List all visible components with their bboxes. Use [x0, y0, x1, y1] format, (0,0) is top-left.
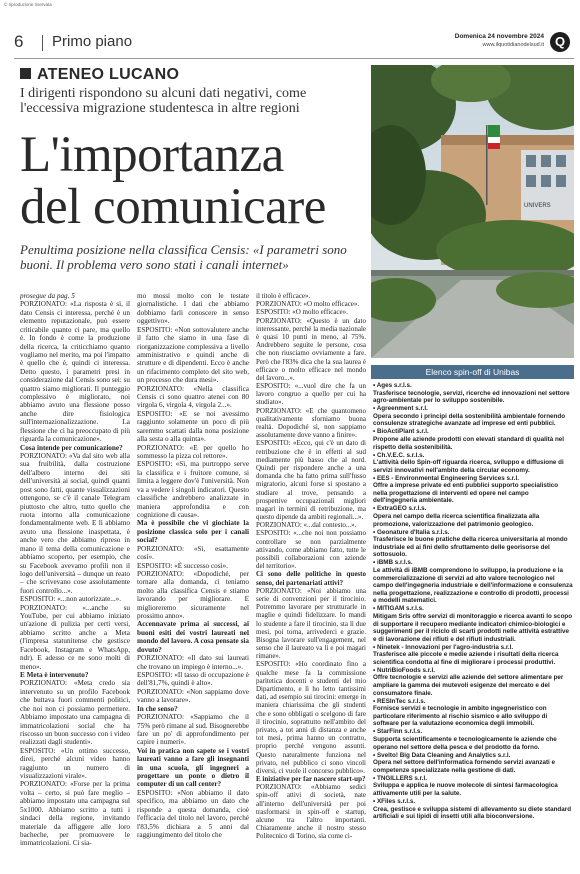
article-column-2 [137, 292, 249, 862]
header-divider [42, 35, 43, 51]
interviewer-question: In che senso? [137, 704, 178, 713]
spinoff-item [373, 529, 574, 559]
article-headline [20, 129, 326, 233]
spinoff-item [373, 698, 574, 728]
spinoff-description: Opera nel settore dell'informatica fornendo servizi avanzati e competenze specializzate nella gestione di dati. [373, 759, 556, 774]
spinoff-list-box [371, 365, 574, 865]
spinoff-list [371, 379, 574, 821]
section-name: Primo piano [52, 33, 133, 50]
spinoff-description: Offre tecnologie e servizi alle aziende del settore alimentare per ampliare la gamma dei mutevoli esigenze del mercato e del consumatore finale. [373, 674, 564, 697]
spinoff-item [373, 428, 574, 451]
spinoff-name: • NutriBioFoods s.r.l. [373, 667, 574, 675]
spinoff-name: • Svelto! Big Data Cleaning and Analytics s.r.l. [373, 752, 574, 760]
header-rule [14, 58, 574, 59]
page-number: 6 [14, 32, 24, 51]
spinoff-name: • XFiles s.r.l.s. [373, 798, 574, 806]
spinoff-name: • Ages s.r.l.s. [373, 382, 574, 390]
article-paragraph: PORZIONATO: «E che quantomeno qualitativamente sforniamo buona realtà. Dopodiché sì, non sappiamo assolutamente dove vanno a finire». [256, 406, 366, 440]
spinoff-description: Sviluppa e applica le nuove molecole di sintesi farmacologica attivamente utili per la salute. [373, 782, 558, 797]
page-header [14, 32, 574, 54]
article-standfirst: Penultima posizione nella classifica Censis: «I parametri sono buoni. Il problema vero sono stati i canali internet» [20, 242, 347, 272]
article-paragraph: ESPOSITO: «Un ottimo successo, direi, perché alcuni video hanno raggiunto un numero di visualizzazioni virale». [20, 746, 130, 781]
square-bullet-icon [20, 68, 31, 79]
spinoff-name: • Ninetek - Innovazioni per l'agro-industria s.r.l. [373, 644, 574, 652]
spinoff-name: • TNGILLERS s.r.l. [373, 775, 574, 783]
article-paragraph: PORZIONATO: «Meta credo sia intervenuto su un profilo Facebook che buttava fuori commenti politici, che noi non ci possiamo permettere. Abbiamo impostato una campagna di immatricolazioni social che ha riscosso un buon successo con i video realizzati dagli studenti». [20, 679, 130, 747]
article-paragraph: ESPOSITO: «È successo così». [137, 561, 228, 570]
spinoff-item [373, 752, 574, 775]
article-summary: I dirigenti rispondono su alcuni dati negativi, come l'eccessiva migrazione studentesca in altre regioni [20, 86, 307, 116]
spinoff-description: Offre a imprese private ed enti pubblici supporto specialistico nella progettazione di interventi ed opere nel campo dell'ingegneria ambientale. [373, 482, 559, 505]
interviewer-question: E iniziative per far nascere start-up? [256, 775, 366, 784]
spinoff-list-title: Elenco spin-off di Unibas [371, 365, 574, 379]
spinoff-name: • ExtraGEO s.r.l.s. [373, 505, 574, 513]
article-paragraph: mo mossi molto con le testate giornalistiche. I dati che abbiamo dobbiamo farli conoscere in senso oggettivo». [137, 292, 249, 326]
spinoff-name: • Agreenment s.r.l. [373, 405, 574, 413]
article-paragraph: il titolo è efficace». [256, 292, 311, 300]
spinoff-description: Opera secondo i principi della sostenibilità ambientale fornendo consulenze strategiche avanzate ad imprese ed enti pubblici. [373, 412, 566, 428]
article-paragraph: ESPOSITO: «Ecco, qui c'è un dato di retribuzione che è in effetti al sud mediamente più basso che al nord. Quindi per rispondere anche a una domanda che ha fatto prima sull'fusso migratorio, alcuni forse si spostano a studiare al trove, pensando a prospettive occupazionali migliori magari in termini di retribuzione, ma questo dipende da ambiti regionali...». [256, 439, 366, 522]
interviewer-question: Voi in pratica non sapete se i vostri laureati vanno a fare gli insegnanti in una scuola, gli ingegneri a progettare un ponte o dietro il computer di un call center? [137, 746, 249, 789]
building-illustration [371, 65, 574, 358]
article-paragraph: PORZIONATO: «Forse per la prima volta – certo, si può fare meglio – abbiamo impostato una campagna sul 5x1000. Abbiamo scritto a tutti i sindaci della regione, invitando materiale da affiggere alle loro bacheche, per promuovere le immatricolazioni. Ci sia- [20, 780, 130, 848]
spinoff-item [373, 452, 574, 475]
spinoff-description: Opera nel campo della ricerca scientifica finalizzata alla promozione, valorizzazione del patrimonio geologico. [373, 513, 540, 528]
spinoff-item [373, 405, 574, 428]
article-column-3 [256, 292, 366, 862]
spinoff-name: • StarFinn s.r.l.s. [373, 728, 574, 736]
spinoff-item [373, 728, 574, 751]
interviewer-question: E Meta è intervenuto? [20, 670, 89, 679]
spinoff-item [373, 667, 574, 697]
spinoff-item [373, 505, 574, 528]
article-paragraph: PORZIONATO: «...dal contesto...». [256, 521, 357, 530]
article-paragraph: prosegue da pag. 5 [20, 292, 75, 300]
article-paragraph: ESPOSITO: «Non abbiamo il dato specifico, ma abbiamo un dato che risponde a questa domanda, cioè l'efficacia del titolo nel lavoro, perché l'83,5% dichiara a 5 anni dal raggiungimento del titolo che [137, 788, 249, 839]
spinoff-description: Fornisce servizi e tecnologie in ambito ingegneristico con particolare riferimento al rischio sismico e allo sviluppo di software per la valutazione economica degli immobili. [373, 705, 548, 728]
article-paragraph: PORZIONATO: «La risposta è sì, il dato Censis ci interessa, perché è un elemento reputazionale, può essere criticabile quanto ci pare, ma quello è. In fondo è come la produzione della ricerca, la criticchiamo quanto vogliamo nel merito, ma poi l'impatto è quello che è, quindi ci interessa. Detto questo, i parametri presi in considerazione dal Censis sono sei: su quattro siamo migliorati. Il punteggio complessivo è migliorato, noi abbiamo avuto una flessione posso anche dire fisiologica sull'internazionalizzazione. La flessione che ci ha preoccupato di più riguarda la comunicazione». [20, 300, 130, 444]
spinoff-item [373, 605, 574, 643]
website-link[interactable]: www.ilquotidianodelsud.it [482, 42, 544, 48]
article-paragraph: PORZIONATO: «Dopodiché, per tornare alla domanda, ci teniamo molto alla classifica Censis e stiamo lavorando per migliorare. E miglioreremo sicuramente nel prossimo anno». [137, 569, 249, 621]
headline-line-1: L'importanza [20, 127, 284, 183]
spinoff-description: Propone alle aziende prodotti con elevati standard di qualità nel rispetto della sostenibilità. [373, 435, 565, 451]
spinoff-description: Trasferisce tecnologie, servizi, ricerche ed innovazioni nel settore agro-ambientale per lo sviluppo sostenibile. [373, 389, 570, 405]
interviewer-question: Ci sono delle politiche in questo senso, dei partenariati attivi? [256, 570, 366, 587]
article-paragraph: PORZIONATO: «O molto efficace». [256, 300, 360, 309]
article-paragraph: ESPOSITO: «E se noi avessimo raggiunto solamente un poco di più saremmo scattati dalla nona posizione alla sesta o alla quinta». [137, 409, 249, 444]
article-paragraph: PORZIONATO: «Abbiamo sedici spin-off attivi di società, nate all'interno dell'università per poi trasformarsi in spin-off e startup, alcune tra l'altro importanti. Chiaramente anche il nostro stesso Politecnico di Torino, sia come ci- [256, 783, 366, 841]
article-paragraph: PORZIONATO: «Nella classifica Censis ci sono quattro atenei con 80 virgola 6, virgola 4, virgola 2...». [137, 384, 249, 410]
article-paragraph: PORZIONATO: «E per quello ho sommesso la pizza col rettore». [137, 443, 249, 461]
university-building-photo [371, 65, 574, 358]
spinoff-item [373, 798, 574, 821]
issue-date: Domenica 24 novembre 2024 [454, 33, 544, 40]
article-paragraph: ESPOSITO: «Ho coordinato fino a qualche mese fa la commissione paritetica docenti e studenti del mio Dipartimento, e lì ho letto tantissimi dati, ad esempio sui tirocini: emerge in maniera chiarissima che gli studenti che e sono obbligati o scelgono di fare il tirocinio, soprattutto nell'ambito del privato, a tot anni di distanza e anche tot mesi, prima hanno un contratto, proprio perché vengono assunti. Questo naturalmente funziona nel privato, nel pubblico ci sono vincoli diversi, ci vuole il concorso pubblico». [256, 660, 366, 775]
article-paragraph: PORZIONATO: «Va dal sito web alla sua fruibilità, dalla costruzione dell'albero interno dei siti dell'università ai social, quindi quanti post sono fatti, quante visualizzazioni ottengono, se c'è il canale Telegram piuttosto che altro, tutto quello che ruota intorno alla comunicazione fondamentalmente web. E lì abbiamo avuto una flessione inaspettata, è anche vero che abbiamo ripreso in mano il tema della comunicazione e abbiamo scoperto, per esempio, che su Facebook avevamo profili non il logo dell'università – dunque un reato – che scrivevano cose assolutamente fuori controllo...». [20, 452, 130, 595]
spinoff-name: • Ch.V.E.C. s.r.l.s. [373, 452, 574, 460]
article-paragraph: ESPOSITO: «...vuol dire che fa un lavoro congruo a quello per cui ha studiato». [256, 382, 366, 407]
article-paragraph: ESPOSITO: «...non autorizzate...». [20, 595, 122, 604]
spinoff-description: Supporta scientificamente e tecnologicamente le aziende che operano nel settore della pesca e del prodotto da forno. [373, 736, 557, 751]
spinoff-item [373, 382, 574, 405]
interviewer-question: Cosa intende per comunicazione? [20, 443, 123, 452]
interviewer-question: Ma è possibile che vi giochiate la posizione classica solo per i canali social? [137, 519, 249, 545]
article-column-1 [20, 292, 130, 862]
spinoff-description: Trasferisce alle piccole e medie aziende i risultati della ricerca scientifica condotta al fine di migliorare i processi produttivi. [373, 651, 559, 666]
kicker-text: ATENEO LUCANO [37, 66, 180, 83]
article-paragraph: PORZIONATO: «Il dato sui laureati che trovano un impiego è interno...». [137, 654, 249, 671]
spinoff-item [373, 559, 574, 605]
interviewer-question: Accennavate prima ai successi, ai buoni esiti dei vostri laureati nel mondo del lavoro. A cosa pensate sia dovuto? [137, 620, 249, 654]
spinoff-description: Mitigam Srls offre servizi di monitoraggio e ricerca avanti lo scopo di supportare il recupero mediante indicatori chimico-biologici e suggerimenti per il riciclo di scarti prodotti nelle attività estrattive e di lavorazione dei rifiuti e del rifiuti industriali. [373, 612, 573, 643]
spinoff-name: • BioActiPlant s.r.l. [373, 428, 574, 436]
article-paragraph: PORZIONATO: «Sì, esattamente così». [137, 544, 249, 562]
spinoff-description: Le attività di iBMB comprendono lo sviluppo, la produzione e la commercializzazione di servizi ad alto valore tecnologico nel campo dell'ingegneria industriale e dell'informazione e consulenza nella progettazione, realizzazione e controllo di prodotti, processi e modelli matematici. [373, 566, 573, 605]
article-kicker [20, 66, 179, 84]
spinoff-description: Crea, gestisce e sviluppa sistemi di allevamento su diete standard artificiali e sui lipidi di insetti utili alla bioconversione. [373, 805, 572, 821]
spinoff-name: • RESInTec s.r.l.s. [373, 698, 574, 706]
svg-text:UNIVERS: UNIVERS [524, 203, 551, 209]
spinoff-name: • iBMB s.r.l.s. [373, 559, 574, 567]
spinoff-description: Trasferisce le buone pratiche della ricerca universitaria al mondo industriale ed ai fini dello sfruttamento delle georisorse del sottosuolo. [373, 536, 568, 559]
spinoff-name: • MITIGAM s.r.l.s. [373, 605, 574, 613]
article-paragraph: ESPOSITO: «Non sottovalutere anche il fatto che siamo in una fase di riorganizzazione complessiva a livello amministrativo e quindi anche di strutture e di dipendenti. Ecco è anche un rifacimento completo del sito web, un processo che dura mesi». [137, 325, 249, 385]
spinoff-item [373, 475, 574, 505]
article-paragraph: ESPOSITO: «O molto efficace». [256, 308, 348, 317]
newspaper-logo-icon: Q [550, 32, 570, 52]
spinoff-name: • Geonature d'Italia s.r.l.s. [373, 529, 574, 537]
article-paragraph: PORZIONATO: «Noi abbiamo una serie di convenzioni per il tirocinio. Potremmo lavorare per strutturarle in maglie e quindi fidelizzare. Io mandi lo studente a fare il tirocinio, sta lì due mesi, poi torna, arrivederci e grazie. Bisogna lavorare sull'engagement, nel senso che il laureato va lì e poi magari rimane». [256, 586, 366, 661]
article-paragraph: ESPOSITO: «Il tasso di occupazione è dell'81,7%, quindi è alto». [137, 670, 249, 688]
article-paragraph: ESPOSITO: «...che noi non possiamo controllare se non parzialmente attivando, come abbiamo fatto, tutte le possibili collaborazioni con aziende del territorio». [256, 529, 366, 571]
spinoff-item [373, 644, 574, 667]
spinoff-item [373, 775, 574, 798]
article-paragraph: PORZIONATO: «Sappiamo che il 75% però rimane al sud. Bisognerebbe fare un po' di approfondimento per capire i numeri». [137, 713, 249, 747]
headline-line-2: del comunicare [20, 179, 326, 235]
article-paragraph: PORZIONATO: «Questo è un dato interessante, perché la media nazionale è quasi 10 punti in meno, al 75%. Andrebbero seguite le persone, cosa che non riusciamo ovviamente a fare. Però che l'83% dica che la sua laurea è efficace o molto efficace nel mondo del lavoro...». [256, 316, 366, 382]
copyright-notice: © riproduzione riservata [4, 2, 52, 7]
article-paragraph: PORZIONATO: «Non sappiamo dove vanno a lavorare». [137, 687, 249, 705]
spinoff-description: L'attività dello Spin-off riguarda ricerca, sviluppo e diffusione di servizi innovativi nell'ambito della circular economy. [373, 459, 564, 474]
article-paragraph: ESPOSITO: «Sì, ma purtroppo serve la classifica e i fruitore comune, si limita a leggere dov'è l'università. Non va a vedere i singoli indicatori. Questo classifiche andrebbero analizzate in maniera approfondita e con cognizione di causa». [137, 460, 249, 519]
article-paragraph: PORZIONATO: «...anche su YouTube, per cui abbiamo iniziato un'azione di pulizia per certi versi, abbiamo scritto anche a Meta (l'impresa statunitense che gestisce Facebook, Instagram e WhatsApp, ndr). E adesso ce ne sono molti di meno». [20, 603, 130, 671]
spinoff-name: • EES - Environmental Engineering Services s.r.l. [373, 475, 574, 483]
